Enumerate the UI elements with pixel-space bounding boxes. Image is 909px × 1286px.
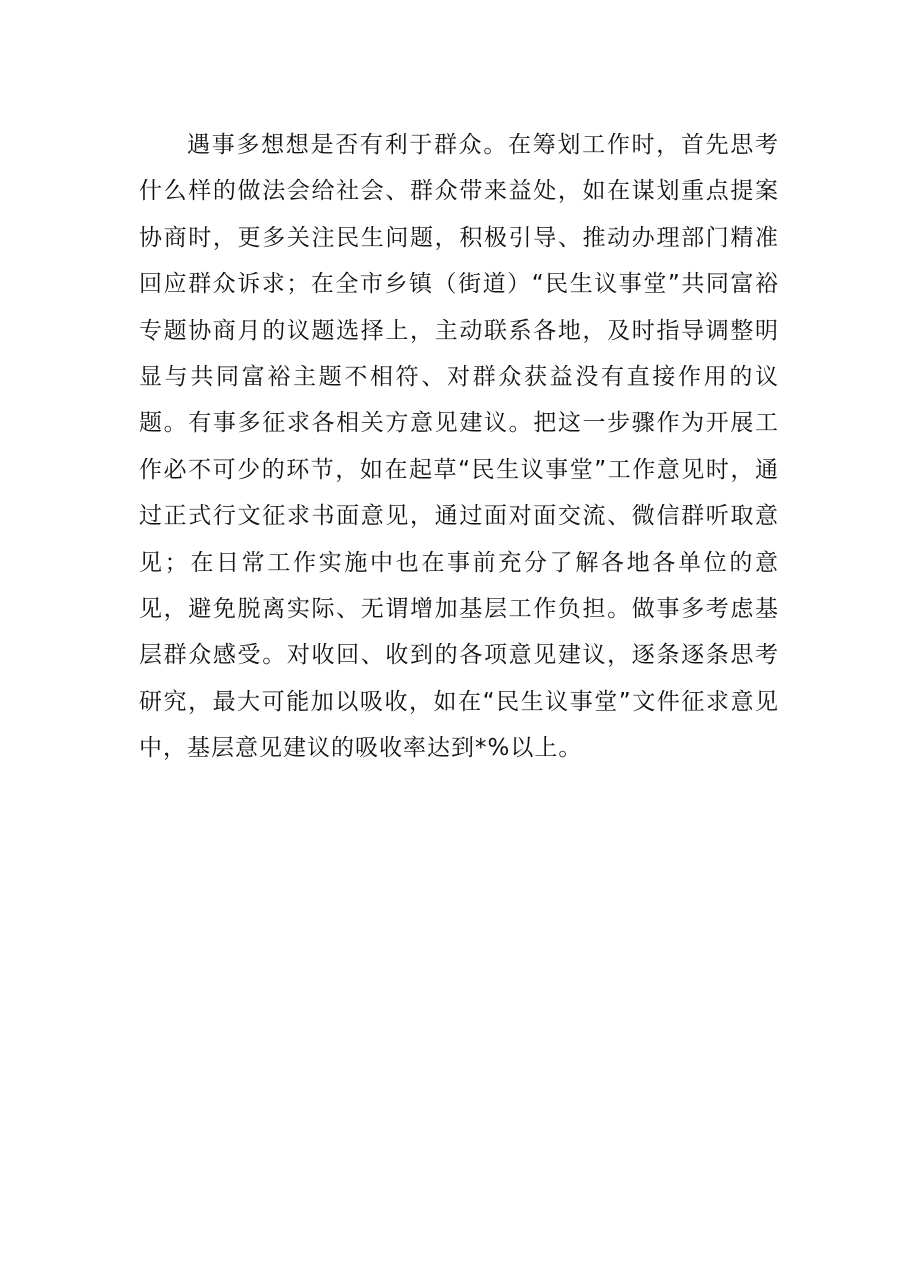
body-paragraph: 遇事多想想是否有利于群众。在筹划工作时，首先思考什么样的做法会给社会、群众带来益处，如在谋划重点提案协商时，更多关注民生问题，积极引导、推动办理部门精准回应群众诉求；在全市乡镇（街道）“民生议事堂”共同富裕专题协商月的议题选择上，主动联系各地，及时指导调整明显与共同富裕主题不相符、对群众获益没有直接作用的议题。有事多征求各相关方意见建议。把这一步骤作为开展工作必不可少的环节，如在起草“民生议事堂”工作意见时，通过正式行文征求书面意见，通过面对面交流、微信群听取意见；在日常工作实施中也在事前充分了解各地各单位的意见，避免脱离实际、无谓增加基层工作负担。做事多考虑基层群众感受。对收回、收到的各项意见建议，逐条逐条思考研究，最大可能加以吸收，如在“民生议事堂”文件征求意见中，基层意见建议的吸收率达到*%以上。 bbox=[139, 132, 779, 762]
